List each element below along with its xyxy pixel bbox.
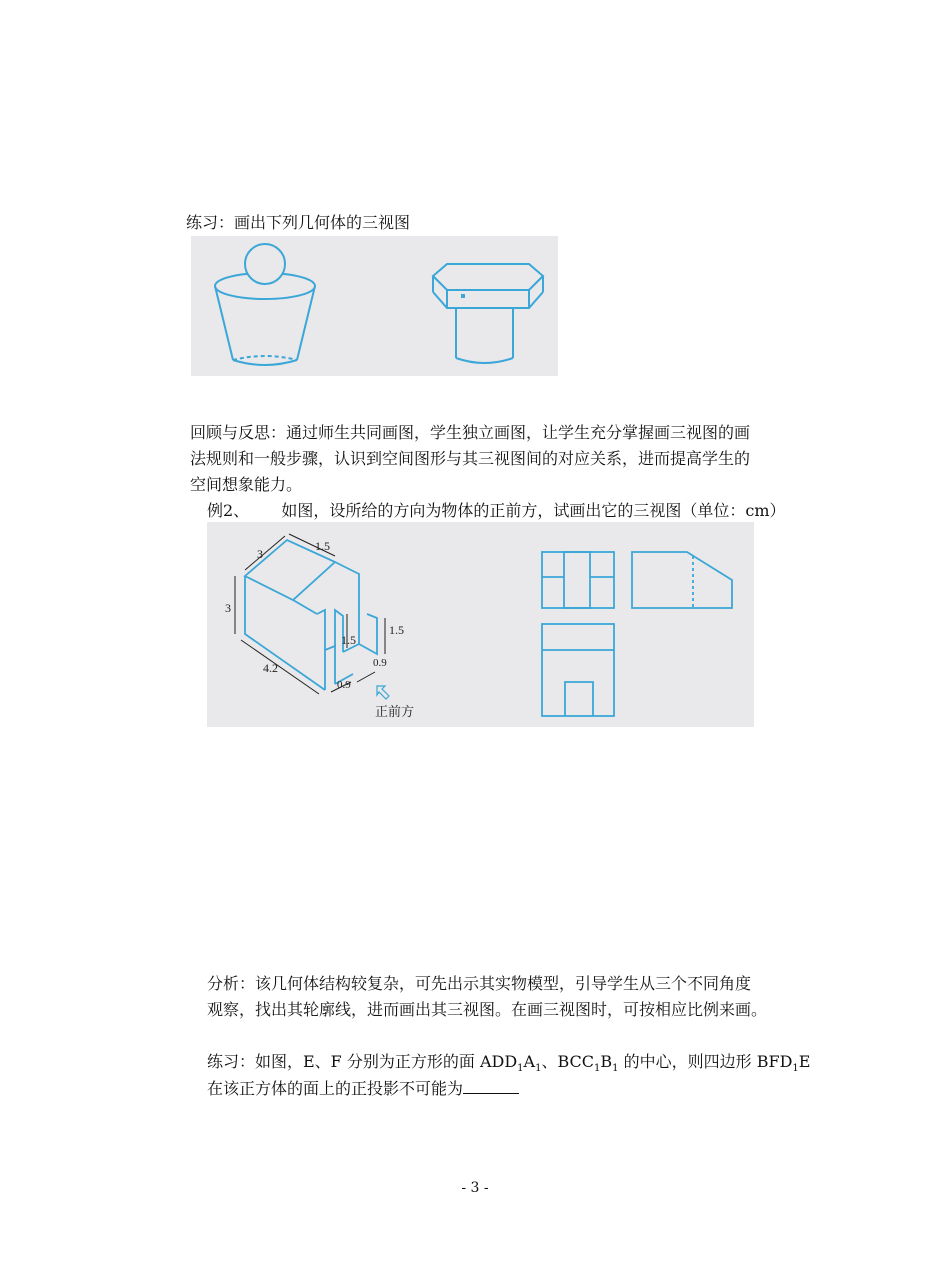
dim-base-len: 4.2 <box>263 661 278 675</box>
dim-height: 3 <box>225 601 231 615</box>
ex2-part-e: 的中心，则四边形 BFD <box>618 1052 793 1071</box>
ex2-sub-5: 1 <box>792 1063 799 1075</box>
ex2-part-a: 练习：如图，E、F 分别为正方形的面 ADD <box>207 1052 518 1071</box>
ex2-part-d: B <box>600 1052 613 1071</box>
dim-w2: 0.9 <box>337 679 351 691</box>
example-2-text: 如图，设所给的方向为物体的正前方，试画出它的三视图（单位：cm） <box>281 501 786 520</box>
dim-top-width: 1.5 <box>315 539 330 553</box>
ex2-sub-1: 1 <box>517 1063 524 1075</box>
ex2-sub-3: 1 <box>594 1063 601 1075</box>
figure-solids-1 <box>191 236 558 376</box>
exercise-2-line-2 <box>207 1075 519 1102</box>
answer-blank[interactable] <box>463 1075 519 1094</box>
ex2-part-c: 、BCC <box>541 1052 595 1071</box>
ex2-line-2-text: 在该正方体的面上的正投影不可能为 <box>207 1079 464 1098</box>
ex2-sub-2: 1 <box>535 1063 542 1075</box>
example-2-heading <box>207 498 786 524</box>
review-line-3: 空间想象能力。 <box>190 475 303 494</box>
ex2-part-f: E <box>798 1052 811 1071</box>
review-line-2: 法规则和一般步骤，认识到空间图形与其三视图间的对应关系，进而提高学生的 <box>190 449 751 468</box>
figure-solid-2-with-views <box>207 522 754 727</box>
analysis-line-1: 分析：该几何体结构较复杂，可先出示其实物模型，引导学生从三个不同角度 <box>207 974 752 993</box>
dim-w1: 0.9 <box>373 657 387 669</box>
ex2-part-b: A <box>523 1052 536 1071</box>
front-direction-label: 正前方 <box>375 704 415 719</box>
ex2-sub-4: 1 <box>612 1063 619 1075</box>
page-number: - 3 - <box>461 1180 489 1196</box>
dim-slot-height: 1.5 <box>341 633 356 647</box>
exercise-1-heading: 练习：画出下列几何体的三视图 <box>186 213 411 232</box>
review-line-1: 回顾与反思：通过师生共同画图，学生独立画图，让学生充分掌握画三视图的画 <box>190 423 751 442</box>
example-2-prefix: 例2、 <box>207 501 250 520</box>
dim-step-height: 1.5 <box>389 623 404 637</box>
analysis-line-2: 观察，找出其轮廓线，进而画出其三视图。在画三视图时，可按相应比例来画。 <box>207 1000 768 1019</box>
dim-top-len: 3 <box>257 547 263 561</box>
